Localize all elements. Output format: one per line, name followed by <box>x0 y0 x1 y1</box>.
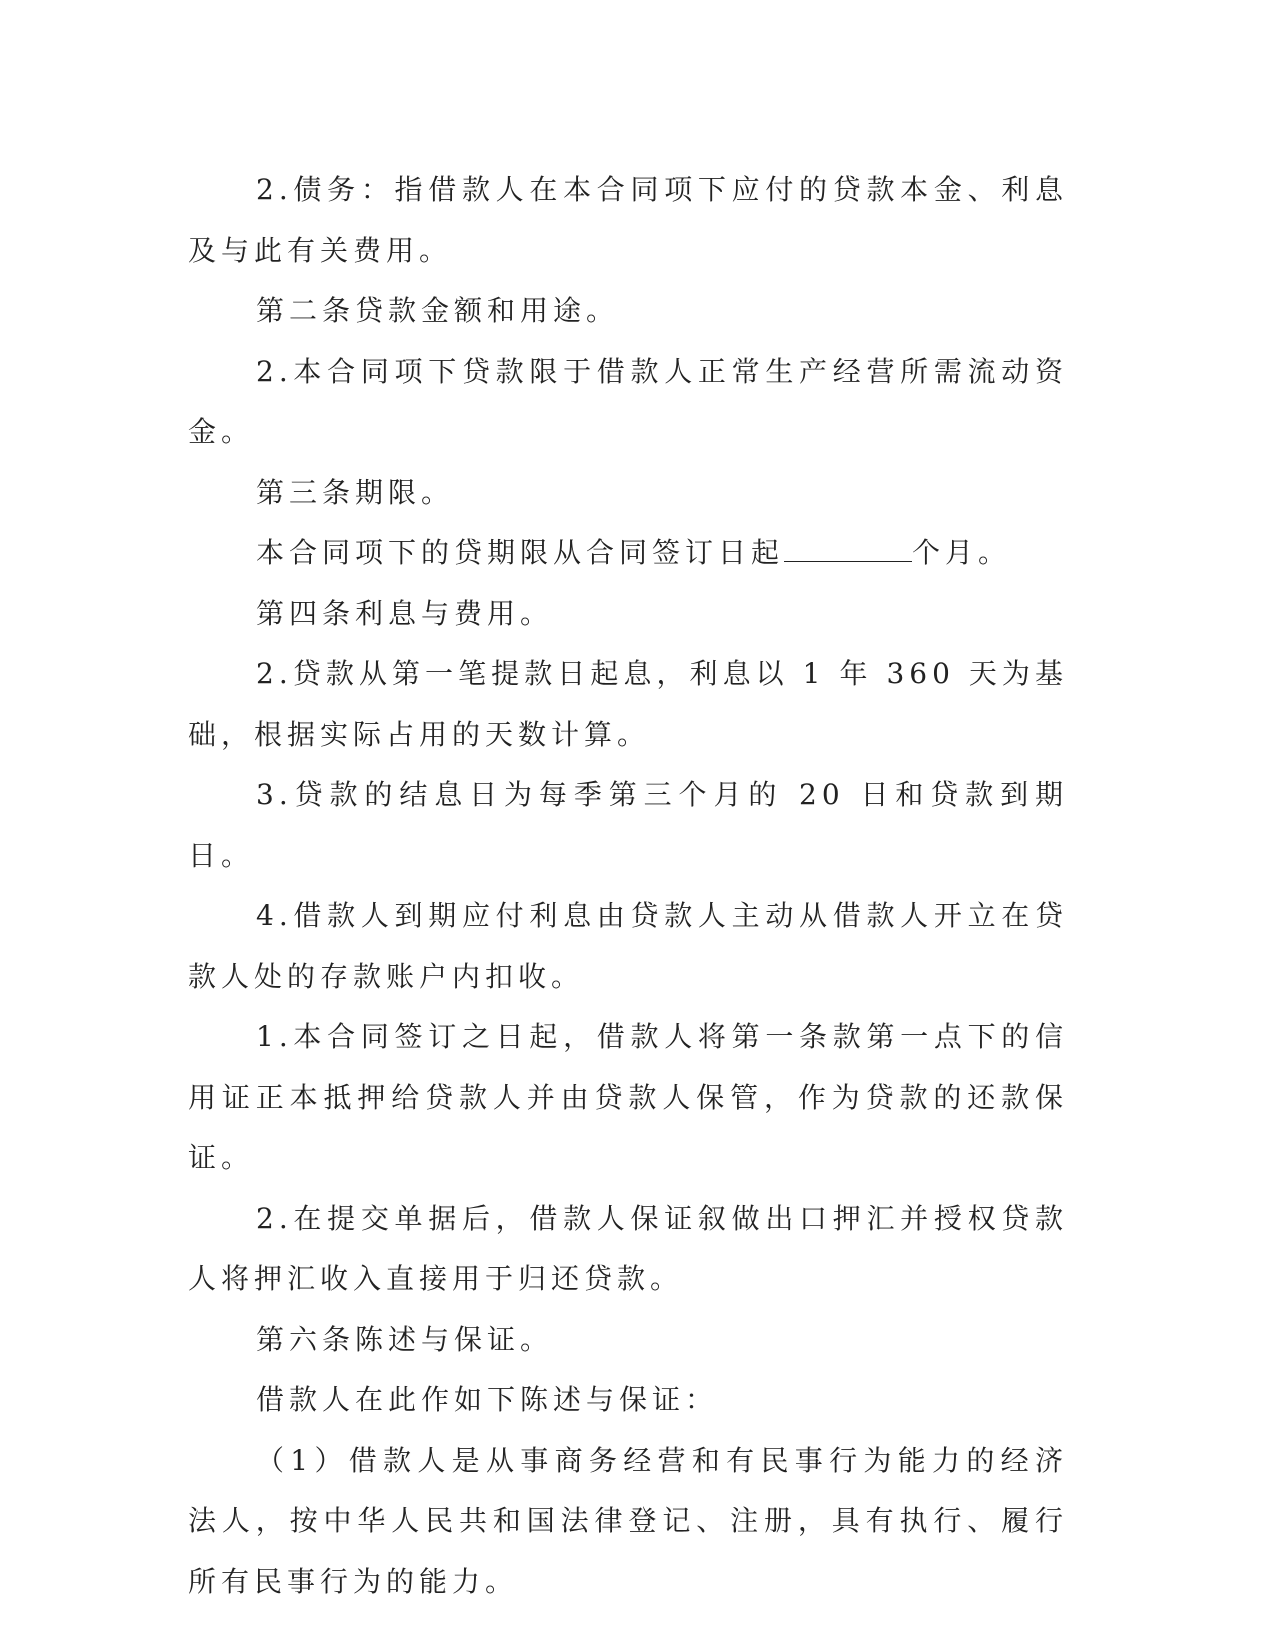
paragraph-article-6-heading: 第六条陈述与保证。 <box>256 1322 554 1356</box>
paragraph-article-2-heading: 第二条贷款金额和用途。 <box>256 294 620 327</box>
paragraph-representations-intro: 借款人在此作如下陈述与保证： <box>256 1383 719 1416</box>
document-body <box>188 160 1068 1612</box>
paragraph-article-3-heading: 第三条期限。 <box>256 475 455 509</box>
paragraph-interest-basis: 2.贷款从第一笔提款日起息，利息以 1 年 360 天为基础，根据实际占用的天数计算。 <box>188 657 1068 751</box>
paragraph-loan-purpose: 2.本合同项下贷款限于借款人正常生产经营所需流动资金。 <box>188 354 1068 448</box>
paragraph-article-4-heading: 第四条利息与费用。 <box>256 596 554 630</box>
loan-term-blank-field[interactable] <box>784 535 912 562</box>
paragraph-interest-settlement-date: 3.贷款的结息日为每季第三个月的 20 日和贷款到期日。 <box>188 778 1068 872</box>
paragraph-debt-definition: 2.债务：指借款人在本合同项下应付的贷款本金、利息及与此有关费用。 <box>188 173 1068 267</box>
loan-term-text-after: 个月。 <box>912 536 1012 569</box>
paragraph-loan-term <box>188 523 1068 584</box>
paragraph-representation-1: （1）借款人是从事商务经营和有民事行为能力的经济法人，按中华人民共和国法律登记、注册，具有执行、履行所有民事行为的能力。 <box>188 1443 1068 1598</box>
paragraph-export-bill-negotiation: 2.在提交单据后，借款人保证叙做出口押汇并授权贷款人将押汇收入直接用于归还贷款。 <box>188 1201 1068 1295</box>
paragraph-letter-of-credit-pledge: 1.本合同签订之日起，借款人将第一条款第一点下的信用证正本抵押给贷款人并由贷款人保管，作为贷款的还款保证。 <box>188 1020 1068 1174</box>
paragraph-interest-deduction: 4.借款人到期应付利息由贷款人主动从借款人开立在贷款人处的存款账户内扣收。 <box>188 899 1068 993</box>
loan-term-text-before: 本合同项下的贷期限从合同签订日起 <box>256 536 785 569</box>
